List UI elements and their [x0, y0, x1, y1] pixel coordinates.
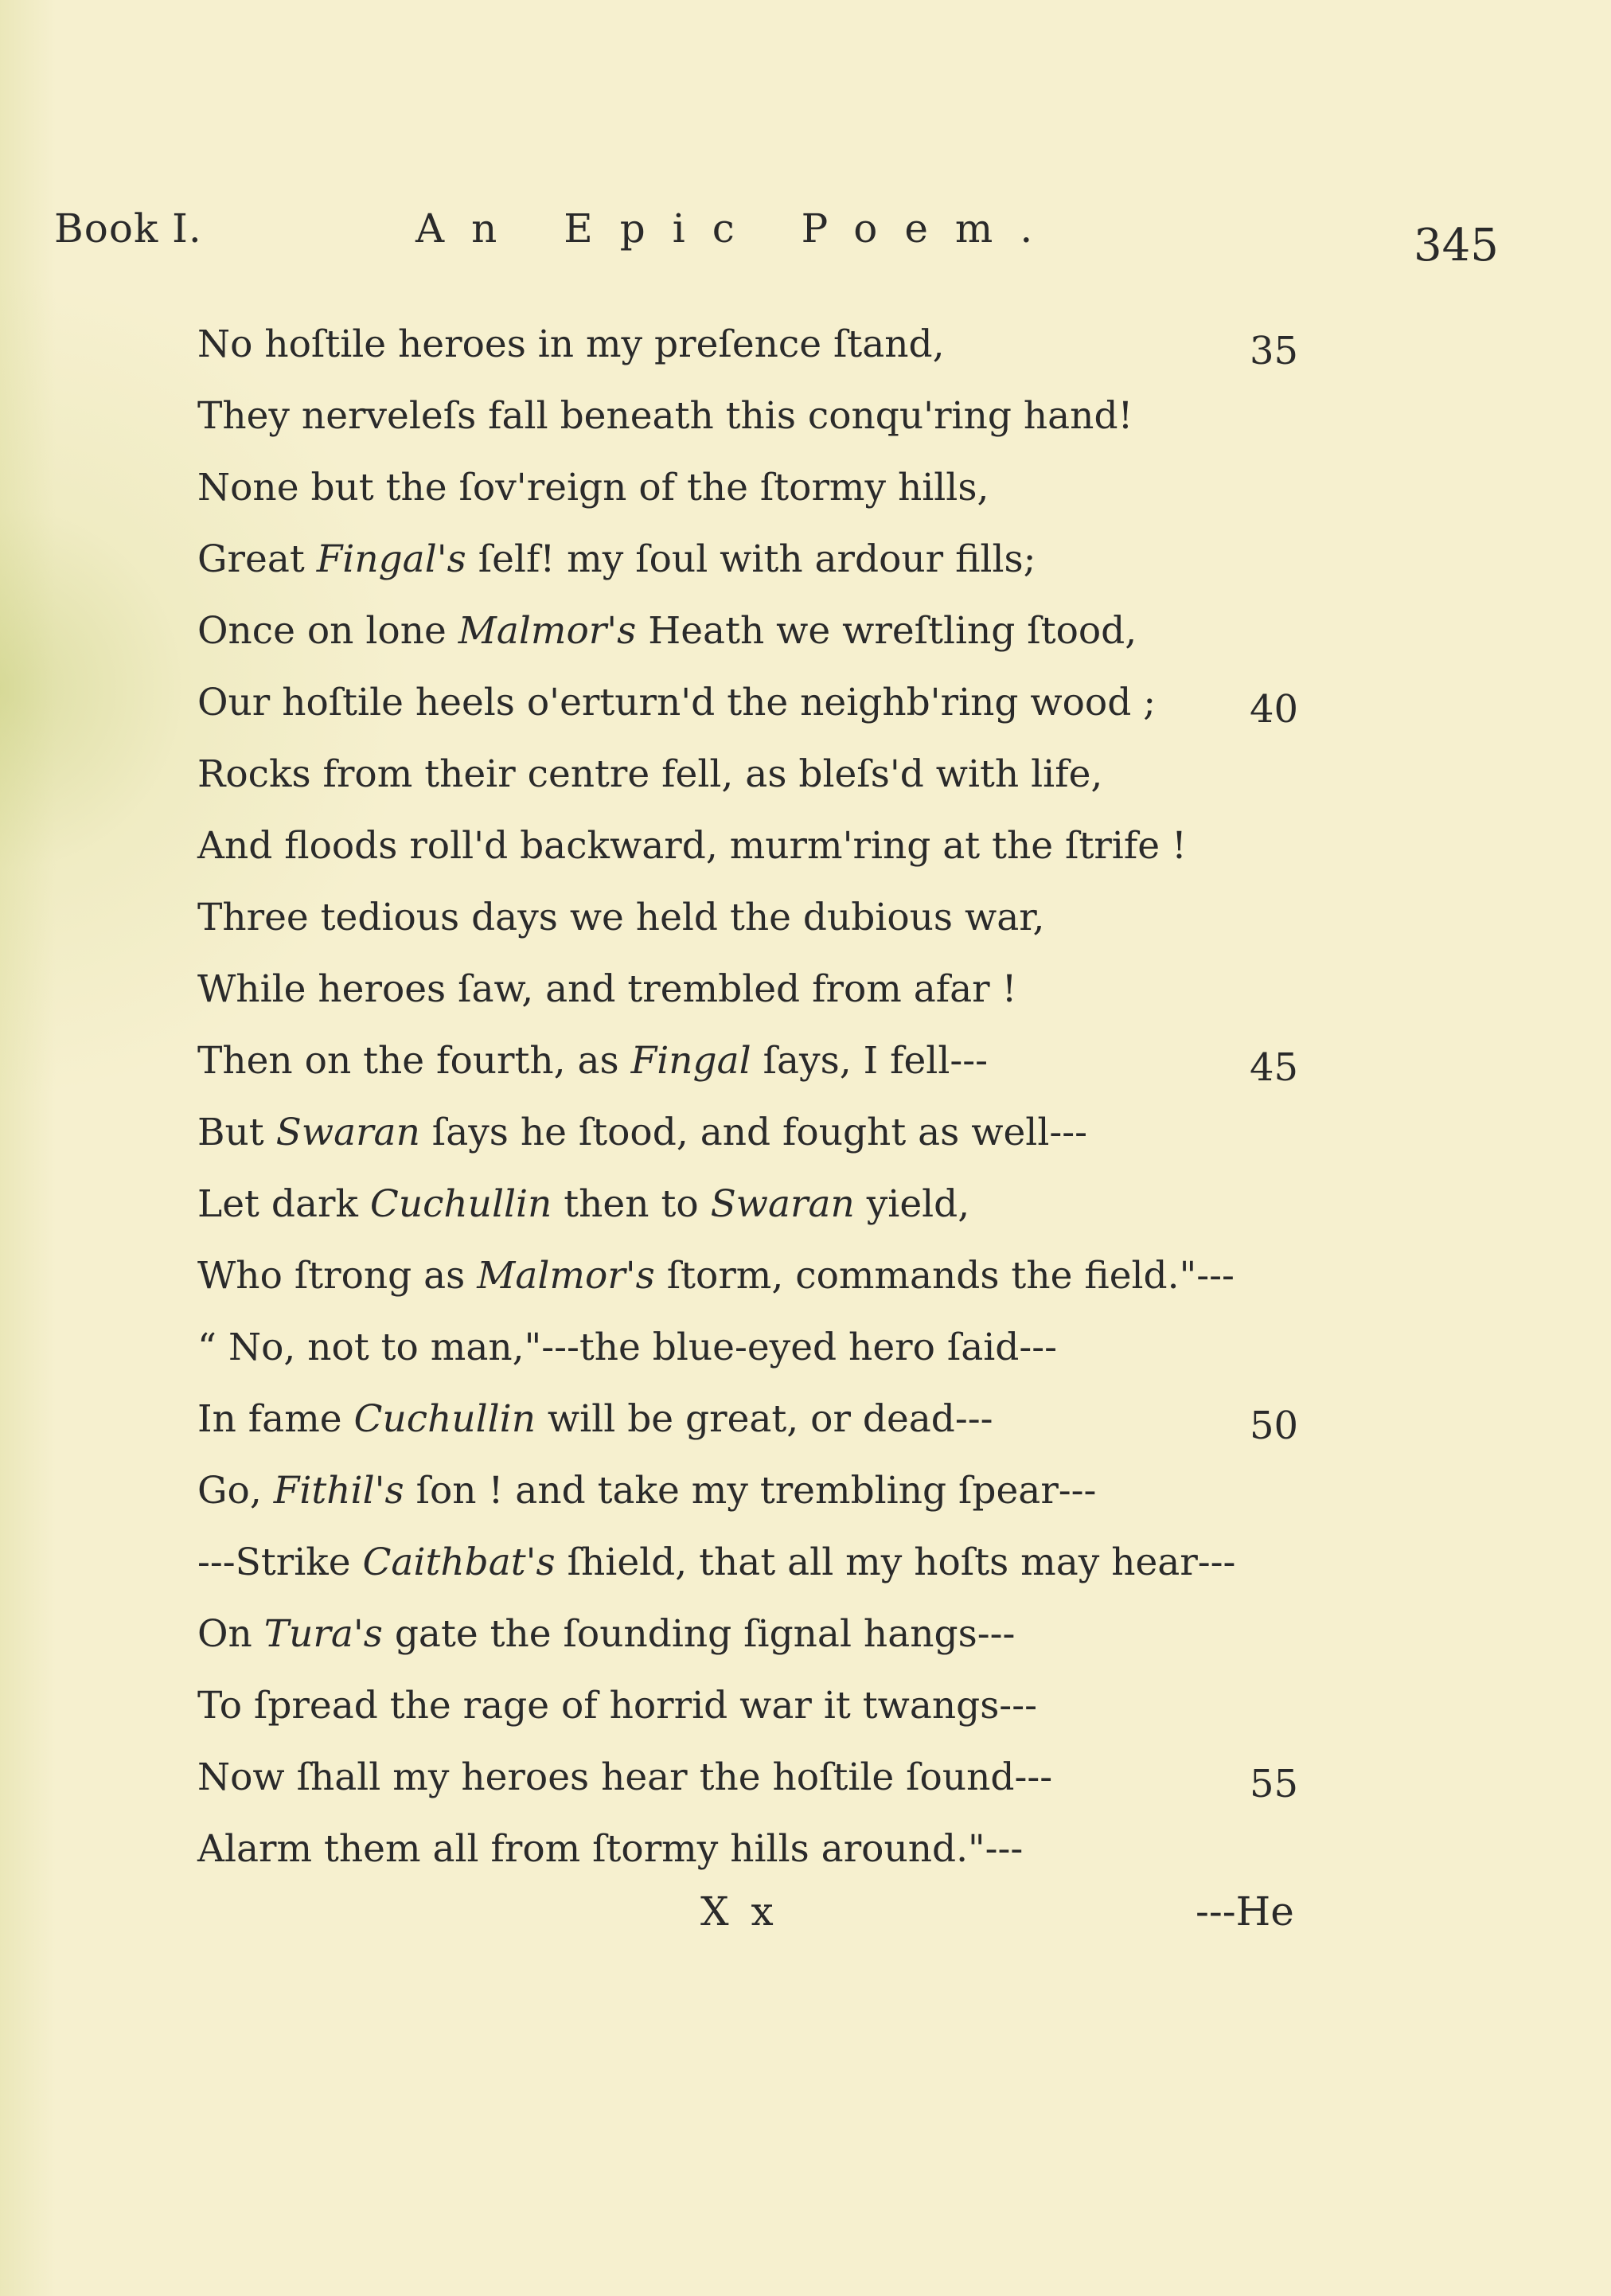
running-title: An Epic Poem.	[415, 205, 1060, 252]
poem-line-text: Let dark Cuchullin then to Swaran yield,	[197, 1182, 970, 1226]
poem-line	[197, 1240, 1328, 1312]
page-number: 345	[1414, 220, 1499, 271]
poem-line-text: They nerveleſs fall beneath this conqu'ring hand!	[197, 394, 1133, 438]
poem-line-text: To ſpread the rage of horrid war it twangs---	[197, 1684, 1037, 1728]
page-footer	[0, 1888, 1611, 1952]
poem-line-text: While heroes ſaw, and trembled from afar !	[197, 967, 1017, 1011]
poem-line-text: In fame Cuchullin will be great, or dead---	[197, 1397, 993, 1441]
poem-line	[197, 667, 1328, 739]
poem-line	[197, 1527, 1328, 1599]
poem-line	[197, 1455, 1328, 1527]
poem-line	[197, 1742, 1328, 1814]
signature-mark: X x	[700, 1888, 778, 1935]
poem-line	[197, 954, 1328, 1025]
poem-line-text: Rocks from their centre fell, as bleſs'd with life,	[197, 752, 1103, 796]
running-header	[54, 205, 1551, 277]
poem-line	[197, 595, 1328, 667]
poem-body	[197, 309, 1328, 1885]
poem-line	[197, 739, 1328, 810]
catchword: ---He	[1196, 1888, 1294, 1935]
poem-line	[197, 452, 1328, 524]
poem-line-text: But Swaran ſays he ſtood, and fought as well---	[197, 1111, 1087, 1154]
poem-line	[197, 1025, 1328, 1097]
line-number: 40	[1250, 687, 1299, 732]
poem-line-text: Who ſtrong as Malmor's ſtorm, commands the field."---	[197, 1254, 1235, 1298]
poem-line	[197, 1312, 1328, 1384]
poem-line-text: Go, Fithil's ſon ! and take my trembling ſpear---	[197, 1469, 1097, 1513]
poem-line	[197, 1814, 1328, 1885]
poem-line	[197, 1599, 1328, 1670]
line-number: 55	[1250, 1762, 1299, 1806]
poem-line	[197, 810, 1328, 882]
poem-line-text: Our hoſtile heels o'erturn'd the neighb'ring wood ;	[197, 681, 1157, 724]
poem-line	[197, 1384, 1328, 1455]
line-number: 45	[1250, 1045, 1299, 1090]
poem-line-text: None but the ſov'reign of the ſtormy hills,	[197, 466, 989, 510]
book-label: Book I.	[54, 205, 202, 252]
poem-line-text: On Tura's gate the ſounding ſignal hangs---	[197, 1612, 1016, 1656]
poem-line-text: And floods roll'd backward, murm'ring at the ſtrife !	[197, 824, 1187, 868]
poem-line-text: Alarm them all from ſtormy hills around."---	[197, 1827, 1024, 1871]
poem-line-text: Then on the fourth, as Fingal ſays, I fell---	[197, 1039, 989, 1083]
poem-line	[197, 1670, 1328, 1742]
poem-line	[197, 524, 1328, 595]
poem-line	[197, 309, 1328, 381]
poem-line-text: ---Strike Caithbat's ſhield, that all my hoſts may hear---	[197, 1540, 1236, 1584]
poem-line-text: Now ſhall my heroes hear the hoſtile ſound---	[197, 1755, 1053, 1799]
poem-line-text: Once on lone Malmor's Heath we wreſtling ſtood,	[197, 609, 1137, 653]
line-number: 35	[1250, 329, 1299, 373]
poem-line-text: No hoſtile heroes in my preſence ſtand,	[197, 322, 945, 366]
poem-line-text: Three tedious days we held the dubious war,	[197, 896, 1045, 939]
poem-line	[197, 1097, 1328, 1169]
poem-line	[197, 381, 1328, 452]
poem-line-text: “ No, not to man,"---the blue-eyed hero ſaid---	[197, 1326, 1058, 1369]
line-number: 50	[1250, 1404, 1299, 1448]
poem-line-text: Great Fingal's ſelf! my ſoul with ardour fills;	[197, 537, 1036, 581]
poem-line	[197, 1169, 1328, 1240]
poem-line	[197, 882, 1328, 954]
